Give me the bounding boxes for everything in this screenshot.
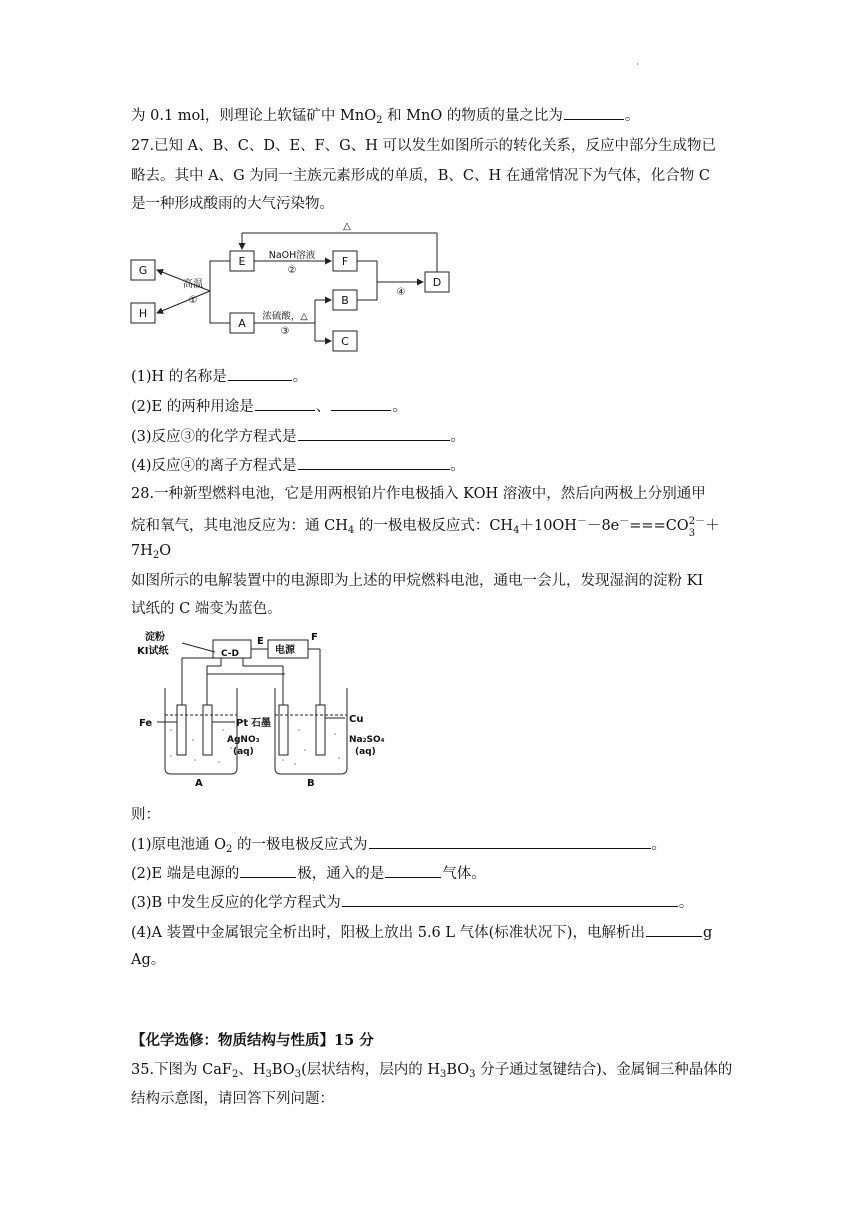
q27-sub3-text: (3)反应③的化学方程式是 [131, 429, 297, 445]
q28-sub4-a: (4)A 装置中金属银完全析出时，阳极上放出 5.6 L 气体(标准状况下)，电解析出 [131, 925, 645, 941]
node-h: H [138, 307, 148, 320]
q27-sub4 [131, 455, 465, 476]
q35-l1-sub2: 3 [265, 1069, 272, 1080]
q27-sub2-sep: 、 [315, 399, 331, 415]
q28-sub2-blank2[interactable] [385, 863, 441, 878]
q28-sub2-b: 极，通入的是 [297, 866, 385, 882]
q28-sub1 [131, 834, 666, 860]
node-a: A [238, 317, 246, 330]
q28-sub4-unit: g [702, 925, 713, 941]
label-b: B [307, 778, 315, 789]
q35-l1-f: 分子通过氢键结合)、金属铜三种晶体的 [475, 1062, 733, 1078]
q26-text-c: 。 [624, 108, 640, 124]
label-1: ① [188, 295, 198, 306]
q28-sub1-sub: 2 [226, 844, 233, 855]
label-cd: C-D [221, 649, 240, 659]
q28-l2-b: 的一极电极反应式：CH [354, 518, 514, 534]
q27-line1: 27.已知 A、B、C、D、E、F、G、H 可以发生如图所示的转化关系，反应中部分生成物已 [131, 138, 716, 154]
q35-l1-b: 、H [238, 1062, 266, 1078]
q28-l2-d: －8e [586, 518, 620, 534]
section-title: 【化学选修：物质结构与性质】15 分 [131, 1032, 374, 1049]
label-acid: 浓硫酸，△ [262, 311, 308, 322]
q28-line2 [131, 512, 720, 541]
node-d: D [432, 276, 442, 289]
label-na2so4: Na₂SO₄ [349, 735, 385, 745]
electrode-fe [177, 705, 186, 755]
q35-l1-sub4: 3 [439, 1069, 447, 1080]
node-b: B [341, 294, 349, 307]
label-aq2: (aq) [355, 747, 376, 757]
q35-l1-c: BO [271, 1062, 295, 1078]
q28-l3-sub: 2 [152, 550, 160, 561]
q28-l3-a: 7H [131, 543, 153, 559]
q26-text-a: 为 0.1 mol，则理论上软锰矿中 MnO [131, 108, 377, 124]
label-aq1: (aq) [233, 747, 254, 757]
q35-l1-e: BO [446, 1062, 470, 1078]
q28-sub2-end: 气体。 [442, 866, 486, 882]
q35-l1-a: 35.下图为 CaF [131, 1062, 232, 1078]
q26-answer-blank[interactable] [564, 105, 624, 120]
label-2: ② [287, 265, 297, 276]
q28-sub1-blank[interactable] [369, 834, 651, 849]
node-g: G [138, 264, 148, 277]
electrode-graphite [279, 705, 288, 755]
q28-sub3-a: (3)B 中发生反应的化学方程式为 [131, 895, 341, 911]
q27-line3: 是一种形成酸雨的大气污染物。 [131, 196, 334, 212]
label-agno3: AgNO₃ [227, 735, 260, 745]
q28-l2-sup3: 2－ [688, 516, 706, 527]
q28-l3-b: O [159, 543, 172, 559]
electrode-pt [203, 705, 212, 755]
q28-l2-sup1: － [576, 516, 587, 527]
q27-sub1-end: 。 [292, 369, 308, 385]
q28-sub4-line2: Ag。 [131, 952, 166, 968]
q35-l1-sub1: 2 [231, 1069, 239, 1080]
q28-l2-sub2: 4 [513, 525, 520, 536]
q28-line1: 28.一种新型燃料电池，它是用两根铂片作电极插入 KOH 溶液中，然后向两极上分别通甲 [131, 486, 706, 502]
q28-sub2 [131, 863, 486, 884]
q27-sub4-text: (4)反应④的离子方程式是 [131, 458, 297, 474]
label-graphite: 石墨 [251, 718, 271, 729]
label-high-temp: 高温 [183, 279, 203, 290]
q28-l2-sup2: － [619, 516, 630, 527]
q28-sub2-blank1[interactable] [240, 863, 296, 878]
label-fe: Fe [139, 718, 153, 729]
q26-sub: 2 [376, 115, 383, 126]
q28-sub4 [131, 922, 712, 943]
q28-l2-e: ===CO [629, 518, 689, 534]
label-a: A [195, 778, 203, 789]
q27-sub2-blank1[interactable] [255, 396, 315, 411]
q28-l2-a: 烷和氧气，其电池反应为：通 CH [131, 518, 348, 534]
q27-sub3-end: 。 [450, 429, 466, 445]
label-f: F [311, 632, 318, 643]
q28-l2-c: ＋10OH [519, 518, 577, 534]
q35-line1 [131, 1060, 732, 1085]
label-power: 电源 [275, 645, 295, 656]
label-naoh: NaOH溶液 [268, 250, 316, 261]
q35-l1-sub5: 3 [469, 1069, 476, 1080]
q28-sub1-end: 。 [651, 837, 667, 853]
q27-conversion-diagram [125, 215, 455, 355]
q28-sub3-blank[interactable] [342, 892, 678, 907]
label-starch: 淀粉 [145, 632, 165, 643]
q28-sub1-b: 的一极电极反应式为 [232, 837, 368, 853]
q35-line2: 结构示意图，请回答下列问题： [131, 1091, 334, 1107]
q26-text-b: 和 MnO 的物质的量之比为 [382, 108, 563, 124]
q27-line2: 略去。其中 A、G 为同一主族元素形成的单质，B、C、H 在通常情况下为气体，化合物 C [131, 168, 710, 184]
q28-electrolysis-diagram [135, 630, 385, 790]
label-4: ④ [396, 287, 406, 298]
label-ki: KI试纸 [137, 646, 169, 657]
q26-tail-line [131, 105, 639, 131]
q28-sub3-end: 。 [678, 895, 694, 911]
q27-sub3-blank[interactable] [298, 426, 450, 441]
label-cu: Cu [349, 714, 364, 725]
q28-then: 则： [131, 807, 160, 823]
q28-sub3 [131, 892, 693, 913]
q28-l2-ion-charge [688, 516, 706, 539]
node-c: C [341, 335, 349, 348]
header-dot: · [636, 60, 639, 69]
q27-sub1-text: (1)H 的名称是 [131, 369, 227, 385]
q28-line4: 如图所示的电解装置中的电源即为上述的甲烷燃料电池，通电一会儿，发现湿润的淀粉 KI [131, 573, 704, 589]
q35-l1-sub3: 3 [294, 1069, 302, 1080]
q28-l2-sub1: 4 [347, 525, 355, 536]
q27-sub1 [131, 366, 307, 387]
q28-sub4-blank[interactable] [646, 922, 702, 937]
q27-sub2-end: 。 [392, 399, 407, 415]
q28-sub1-a: (1)原电池通 O [131, 837, 227, 853]
q28-l2-f: ＋ [700, 518, 720, 534]
node-f: F [341, 255, 349, 268]
q27-sub4-end: 。 [450, 458, 466, 474]
label-e: E [257, 636, 264, 647]
electrode-cu [316, 705, 325, 755]
q35-l1-d: (层状结构，层内的 H [301, 1062, 440, 1078]
q27-sub1-blank[interactable] [228, 366, 292, 381]
q28-sub2-a: (2)E 端是电源的 [131, 866, 240, 882]
q27-sub2 [131, 396, 407, 417]
label-3: ③ [280, 326, 290, 337]
q27-sub2-text: (2)E 的两种用途是 [131, 399, 254, 415]
label-pt: Pt [236, 718, 249, 729]
q28-line5: 试纸的 C 端变为蓝色。 [131, 601, 282, 617]
q28-l2-sub3: 3 [688, 528, 696, 539]
q27-sub2-blank2[interactable] [331, 396, 391, 411]
label-delta: △ [343, 221, 351, 232]
q28-line3 [131, 541, 171, 566]
node-e: E [238, 255, 246, 268]
q27-sub4-blank[interactable] [298, 455, 450, 470]
q27-sub3 [131, 426, 465, 447]
